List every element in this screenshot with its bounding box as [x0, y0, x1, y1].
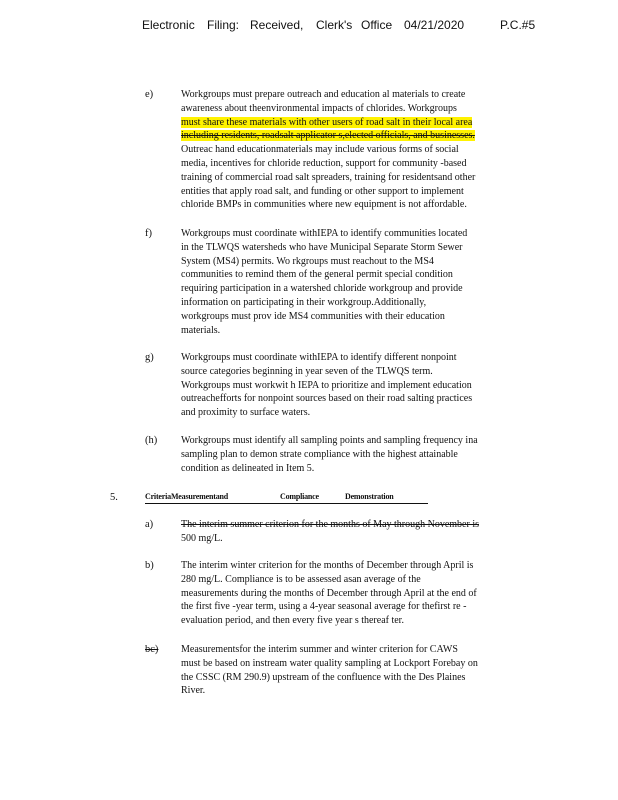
text-line: Workgroups must coordinate withIEPA to identify communities located — [181, 228, 468, 239]
section-title-part: Compliance — [280, 492, 319, 501]
item-label: (h) — [145, 435, 158, 446]
text-line: Outreac hand educationmaterials may include various forms of social — [181, 144, 459, 156]
text-line: Workgroups must coordinate withIEPA to identify different nonpoint — [181, 352, 457, 363]
header-office: Office — [361, 18, 393, 32]
item-label: f) — [145, 228, 152, 239]
item-body — [181, 227, 541, 337]
item-body — [181, 643, 541, 698]
text-line — [181, 116, 541, 130]
text-line: chloride BMPs in communities where new equipment is not affordable. — [181, 199, 467, 211]
section-title-part: CriteriaMeasurementand — [145, 492, 228, 501]
text-line: and proximity to surface waters. — [181, 407, 311, 419]
text-line: outreachefforts for nonpoint sources based on their road salting practices — [181, 393, 473, 405]
text-line: source categories beginning in year seven of the TLWQS term. — [181, 365, 433, 377]
item-label: b) — [145, 560, 154, 571]
header-date: 04/21/2020 — [404, 18, 465, 32]
header-clerks: Clerk's — [316, 18, 353, 32]
text-line: materials. — [181, 324, 221, 336]
highlighted-struck-text: including residents, roadsalt applicator s,elected officials, and businesses. — [181, 130, 475, 142]
text-line: Workgroups must prepare outreach and education al materials to create — [181, 89, 466, 100]
text-line: 280 mg/L. Compliance is to be assessed asan average of the — [181, 573, 421, 585]
text-line: River. — [181, 685, 206, 697]
text-line: information on participating in their workgroup.Additionally, — [181, 296, 427, 308]
item-label: a) — [145, 519, 154, 530]
text-line: Workgroups must workwit h IEPA to prioritize and implement education — [181, 379, 472, 391]
header-filing: Filing: — [207, 18, 240, 32]
text-line: must be based on instream water quality sampling at Lockport Forebay on — [181, 657, 478, 669]
text-line: The interim winter criterion for the months of December through April is — [181, 560, 474, 571]
text-line: requiring participation in a watershed chloride workgroup and provide — [181, 283, 463, 295]
section-title — [145, 492, 428, 504]
text-line: the first five -year term, using a 4-year seasonal average for thefirst re - — [181, 601, 467, 613]
text-line: System (MS4) permits. Wo rkgroups must reachout to the MS4 — [181, 255, 434, 267]
item-label: e) — [145, 89, 154, 100]
text-line — [181, 129, 541, 143]
item-body — [181, 351, 541, 420]
item-body — [181, 434, 541, 475]
text-line: condition as delineated in Item 5. — [181, 462, 315, 474]
text-line: workgroups must prov ide MS4 communities with their education — [181, 310, 445, 322]
text-line: 500 mg/L. — [181, 532, 223, 544]
text-line: the CSSC (RM 290.9) upstream of the confluence with the Des Plaines — [181, 671, 466, 683]
text-line: Workgroups must identify all sampling points and sampling frequency ina — [181, 435, 478, 446]
item-body — [181, 88, 541, 212]
item-label: g) — [145, 352, 154, 363]
text-line: communities to remind them of the general permit special condition — [181, 269, 453, 281]
header-received: Received, — [250, 18, 304, 32]
text-line: awareness about theenvironmental impacts of chlorides. Workgroups — [181, 102, 457, 114]
struck-item-label: bc) — [145, 644, 159, 655]
text-line: Measurementsfor the interim summer and winter criterion for CAWS — [181, 644, 458, 655]
header-electronic: Electronic — [142, 18, 195, 32]
section-number: 5. — [110, 492, 118, 503]
struck-text-line: The interim summer criterion for the months of May through November is — [181, 519, 479, 530]
section-title-part: Demonstration — [345, 492, 394, 501]
text-line: training of commercial road salt spreaders, training for residentsand other — [181, 171, 476, 183]
highlighted-text: must share these materials with other users of road salt in their local area — [181, 116, 473, 128]
text-line: entities that apply road salt, and funding or other support to implement — [181, 185, 464, 197]
text-line: evaluation period, and then every five year s thereaf ter. — [181, 615, 404, 627]
text-line: measurements during the months of December through April at the end of — [181, 587, 477, 599]
text-line: media, incentives for chloride reduction, support for community -based — [181, 157, 467, 169]
item-body — [181, 559, 541, 628]
text-line: in the TLWQS watersheds who have Municipal Separate Storm Sewer — [181, 241, 463, 253]
item-body — [181, 518, 541, 546]
header-pc-number: P.C.#5 — [500, 18, 536, 32]
text-line: sampling plan to demon strate compliance with the highest attainable — [181, 448, 458, 460]
